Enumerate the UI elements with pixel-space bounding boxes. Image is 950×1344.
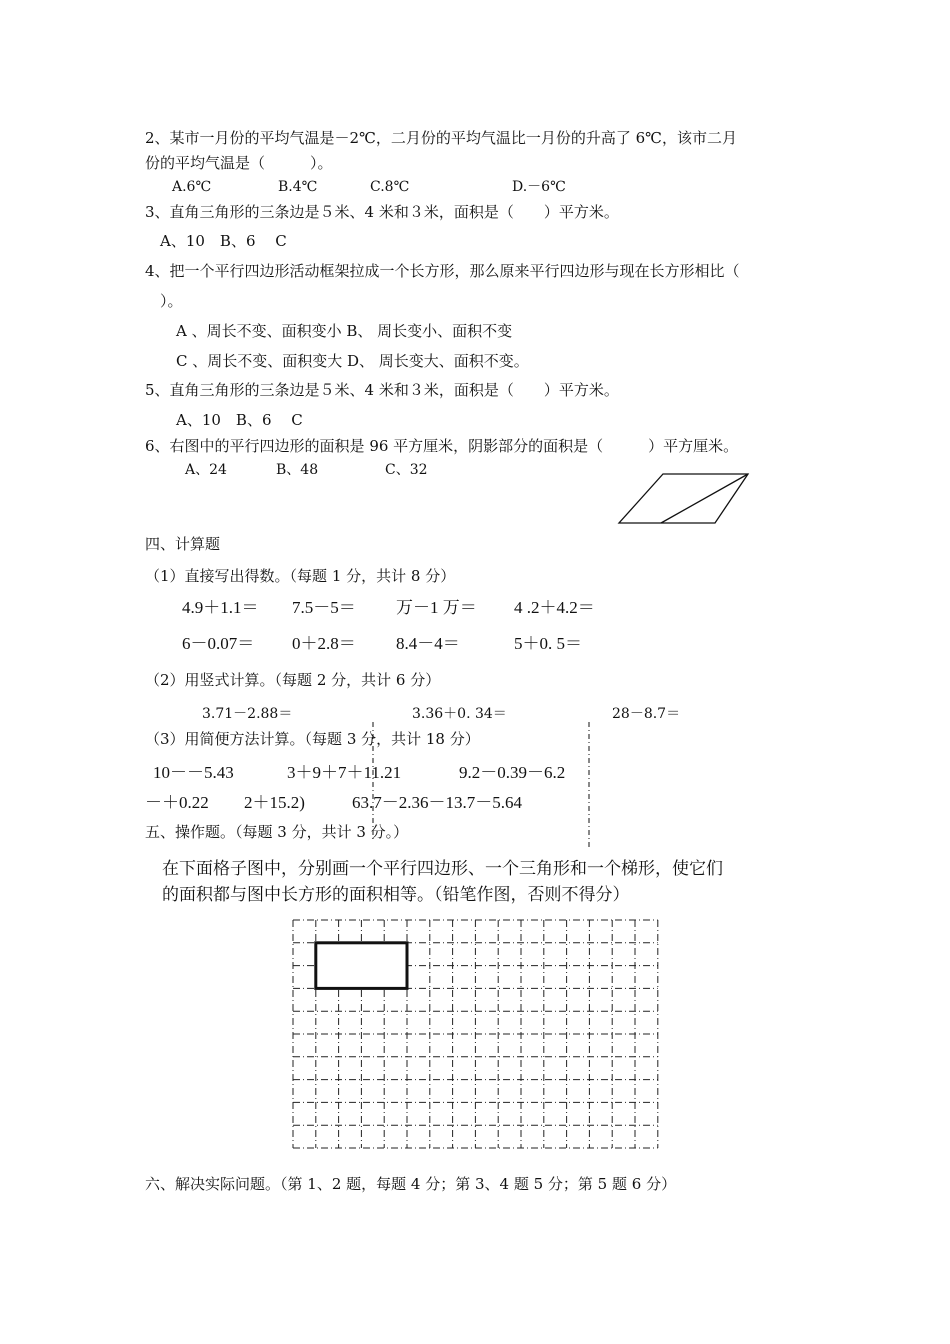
simplify-r2-3: 63.7－2.36－13.7－5.64 (352, 793, 522, 812)
calc-r2-4: 5＋0. 5＝ (514, 634, 582, 653)
q5-text: 5、直角三角形的三条边是５米、4 米和３米，面积是（ ）平方米。 (145, 381, 619, 399)
simplify-r1-1: 10－－5.43 (153, 763, 234, 782)
simplify-r2-1: －＋0.22 (145, 793, 209, 812)
calc-r1-1: 4.9＋1.1＝ (182, 598, 259, 617)
q2-option-d: D.－6℃ (512, 179, 566, 195)
q5-options: A、10 B、6 C (176, 411, 303, 429)
q3-text: 3、直角三角形的三条边是５米、4 米和３米，面积是（ ）平方米。 (145, 203, 619, 221)
calc-r1-2: 7.5－5＝ (292, 598, 356, 617)
vertical-calc-2: 3.36＋0. 34＝ (412, 706, 507, 722)
section5-line2: 的面积都与图中长方形的面积相等。（铅笔作图，否则不得分） (162, 885, 630, 905)
section6-title: 六、解决实际问题。（第 1、2 题，每题 4 分；第 3、4 题 5 分；第 5 题 6 分） (145, 1175, 677, 1193)
section5-line1: 在下面格子图中，分别画一个平行四边形、一个三角形和一个梯形，使它们 (162, 859, 723, 879)
calc-r1-3: 万－1 万＝ (396, 598, 477, 617)
q6-option-b: B、48 (276, 462, 319, 478)
bold-rectangle (316, 943, 407, 989)
section4-part1: （1）直接写出得数。（每题 1 分，共计 8 分） (145, 567, 456, 585)
parallelogram-figure (615, 470, 755, 528)
section4-part3: （3）用简便方法计算。（每题 3 分，共计 18 分） (145, 730, 480, 748)
q4-line2: ）。 (160, 292, 183, 310)
calc-r1-4: 4 .2＋4.2＝ (514, 598, 595, 617)
q2-line1: 2、某市一月份的平均气温是－2℃，二月份的平均气温比一月份的升高了 6℃，该市二月 (145, 129, 737, 147)
q2-option-a: A.6℃ (172, 179, 212, 195)
simplify-r1-2: 3＋9＋7＋11.21 (287, 763, 402, 782)
q4-option-cd: C 、周长不变、面积变大 D、 周长变大、面积不变。 (176, 352, 529, 370)
q6-option-c: C、32 (385, 462, 428, 478)
q6-option-a: A、24 (185, 462, 227, 478)
section5-title: 五、操作题。（每题 3 分，共计 3 分。） (145, 823, 409, 841)
section4-part2: （2）用竖式计算。（每题 2 分，共计 6 分） (145, 671, 441, 689)
calc-r2-3: 8.4－4＝ (396, 634, 460, 653)
simplify-r1-3: 9.2－0.39－6.2 (459, 763, 566, 782)
q6-text: 6、右图中的平行四边形的面积是 96 平方厘米，阴影部分的面积是（ ）平方厘米。 (145, 437, 739, 455)
q4-line1: 4、把一个平行四边形活动框架拉成一个长方形，那么原来平行四边形与现在长方形相比（ (145, 262, 740, 280)
simplify-r2-2: 2＋15.2) (244, 793, 305, 812)
grid-paper-figure[interactable] (291, 918, 657, 1148)
q4-option-ab: A 、周长不变、面积变小 B、 周长变小、面积不变 (176, 322, 513, 340)
section4-title: 四、计算题 (145, 535, 221, 553)
q2-option-b: B.4℃ (278, 179, 318, 195)
q2-option-c: C.8℃ (370, 179, 410, 195)
calc-r2-1: 6－0.07＝ (182, 634, 255, 653)
vertical-calc-3: 28－8.7＝ (612, 706, 681, 722)
column-divider-2 (587, 722, 591, 848)
vertical-calc-1: 3.71－2.88＝ (202, 706, 293, 722)
q2-line2: 份的平均气温是（ ）。 (145, 154, 333, 172)
q3-options: A、10 B、6 C (160, 232, 287, 250)
calc-r2-2: 0＋2.8＝ (292, 634, 356, 653)
